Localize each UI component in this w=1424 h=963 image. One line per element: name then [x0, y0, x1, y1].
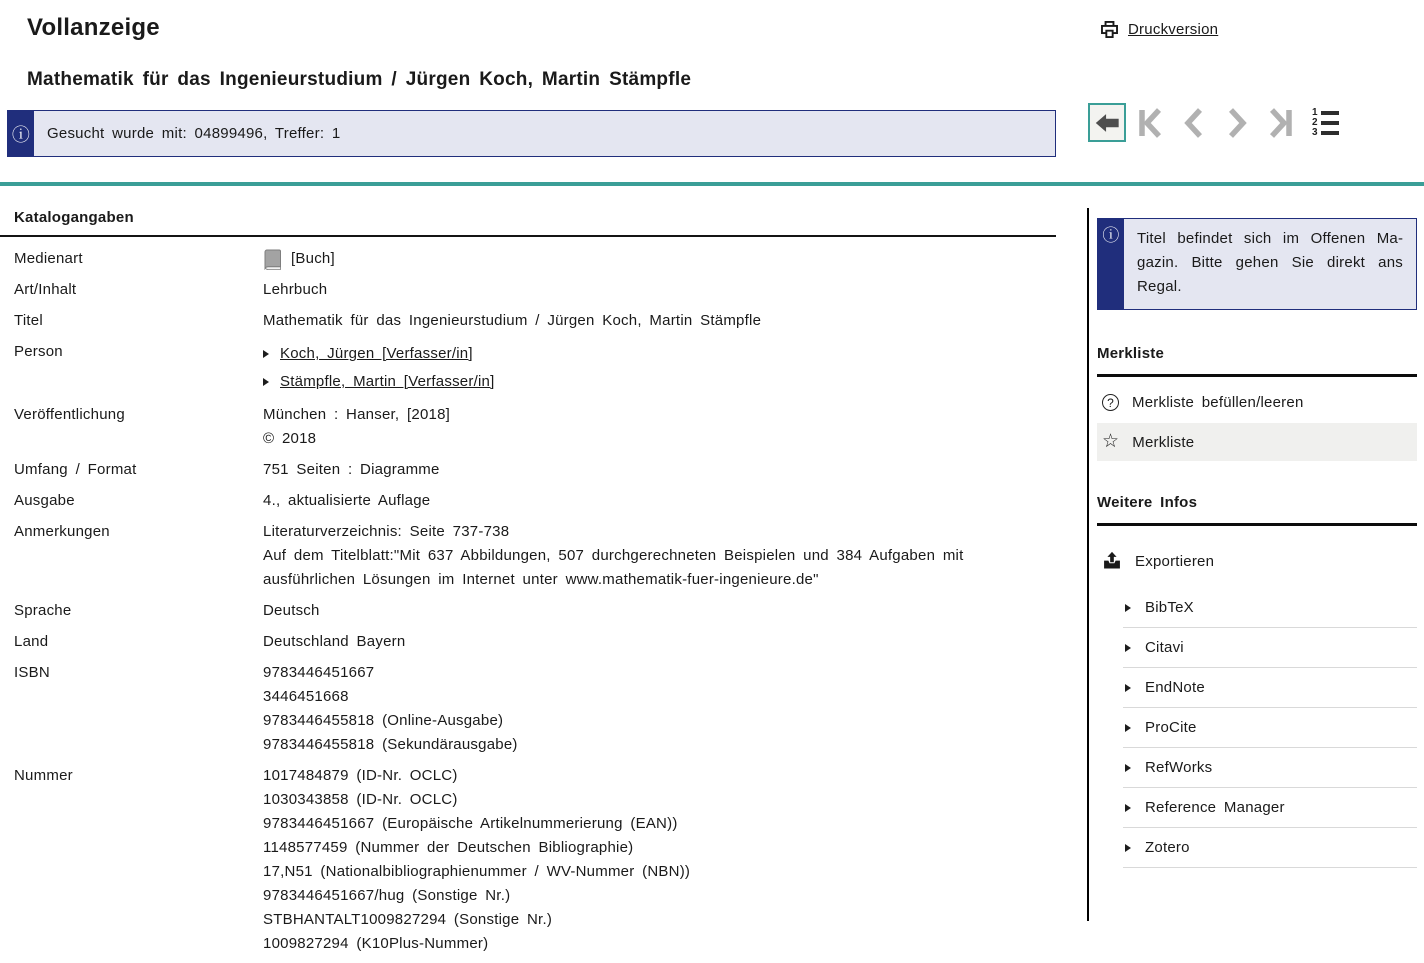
export-item-label: RefWorks: [1145, 759, 1213, 776]
catalog-row: [0, 661, 1056, 757]
merkliste-heading: Merkliste: [1097, 345, 1417, 377]
record-title: Mathematik für das Ingenieurstudium / Jürgen Koch, Martin Stämpfle: [27, 69, 692, 90]
field-value: [263, 403, 1056, 451]
first-page-icon: [1138, 108, 1164, 138]
field-value: [263, 764, 1056, 956]
field-value-line: Deutschland Bayern: [263, 633, 406, 650]
field-value-line: 1148577459 (Nummer der Deutschen Bibliographie): [263, 839, 634, 856]
field-label: Art/Inhalt: [14, 281, 77, 298]
export-item-zotero[interactable]: [1123, 828, 1417, 868]
bullet-triangle-icon: [1125, 764, 1131, 772]
result-list-icon: 1 2 3: [1311, 109, 1339, 136]
field-label: Sprache: [14, 602, 72, 619]
bullet-triangle-icon: [1125, 604, 1131, 612]
merkliste-label: Merkliste: [1132, 433, 1195, 451]
field-value-line: © 2018: [263, 430, 317, 447]
field-value-line: 9783446455818 (Sekundärausgabe): [263, 736, 518, 753]
search-info-bar: [7, 110, 1056, 157]
result-list-button[interactable]: [1305, 103, 1341, 142]
export-item-reference-manager[interactable]: [1123, 788, 1417, 828]
field-label: Anmerkungen: [14, 523, 110, 540]
bullet-triangle-icon: [1125, 644, 1131, 652]
field-value: [263, 489, 1056, 513]
field-value-line: 9783446455818 (Online-Ausgabe): [263, 712, 504, 729]
export-item-label: EndNote: [1145, 679, 1205, 696]
last-record-button[interactable]: [1262, 103, 1298, 142]
catalog-row: [0, 340, 1056, 396]
field-label: ISBN: [14, 664, 50, 681]
bullet-triangle-icon: [1125, 844, 1131, 852]
person-entry: [263, 340, 1056, 368]
field-value-line: 4., aktualisierte Auflage: [263, 492, 431, 509]
export-item-refworks[interactable]: [1123, 748, 1417, 788]
person-link[interactable]: Stämpfle, Martin [Verfasser/in]: [280, 373, 495, 390]
first-record-button[interactable]: [1133, 103, 1169, 142]
location-notice-text: Titel befindet sich im Offenen Magazin. Bitte gehen Sie direkt ans Regal.: [1137, 230, 1403, 295]
field-value-line: Mathematik für das Ingenieurstudium / Jürgen Koch, Martin Stämpfle: [263, 312, 762, 329]
previous-record-button[interactable]: [1176, 103, 1212, 142]
field-value-line: 751 Seiten : Diagramme: [263, 461, 440, 478]
merkliste-fill-button[interactable]: [1097, 386, 1417, 419]
person-link[interactable]: Koch, Jürgen [Verfasser/in]: [280, 345, 473, 362]
catalog-table: [0, 247, 1056, 956]
export-item-label: Reference Manager: [1145, 799, 1285, 816]
export-item-label: ProCite: [1145, 719, 1197, 736]
bullet-triangle-icon: [1125, 804, 1131, 812]
catalog-row: [0, 458, 1056, 482]
person-entry: [263, 368, 1056, 396]
field-value-line: 1030343858 (ID-Nr. OCLC): [263, 791, 458, 808]
field-label: Medienart: [14, 250, 83, 267]
book-icon: [263, 249, 282, 270]
weitere-infos-heading: Weitere Infos: [1097, 494, 1417, 526]
field-value: [263, 599, 1056, 623]
export-item-endnote[interactable]: [1123, 668, 1417, 708]
section-divider: [0, 182, 1424, 186]
field-value-line: 17,N51 (Nationalbibliographienummer / WV-Nummer (NBN)): [263, 863, 691, 880]
page-title: Vollanzeige: [27, 14, 160, 41]
export-icon: [1102, 551, 1122, 571]
merkliste-fill-label: Merkliste befüllen/leeren: [1132, 394, 1304, 411]
field-label: Veröffentlichung: [14, 406, 125, 423]
field-value-line: München : Hanser, [2018]: [263, 406, 451, 423]
catalog-row: [0, 489, 1056, 513]
chevron-left-icon: [1182, 108, 1206, 138]
catalog-row: [0, 247, 1056, 271]
field-value-line: Deutsch: [263, 602, 320, 619]
field-value-line: 3446451668: [263, 688, 349, 705]
location-notice: [1097, 218, 1417, 310]
merkliste-button[interactable]: [1097, 423, 1417, 461]
catalog-row: [0, 403, 1056, 451]
field-value-line: 9783446451667 (Europäische Artikelnummerierung (EAN)): [263, 815, 678, 832]
field-value: [263, 630, 1056, 654]
field-label: Titel: [14, 312, 43, 329]
print-version-link[interactable]: [1100, 20, 1218, 39]
bullet-triangle-icon: [1125, 724, 1131, 732]
last-page-icon: [1267, 108, 1293, 138]
export-label: Exportieren: [1135, 552, 1215, 570]
catalog-row: [0, 309, 1056, 333]
field-label: Ausgabe: [14, 492, 75, 509]
export-item-label: BibTeX: [1145, 599, 1194, 616]
field-value-line: 1017484879 (ID-Nr. OCLC): [263, 767, 458, 784]
bullet-triangle-icon: [263, 378, 269, 386]
field-value: [263, 278, 1056, 302]
printer-icon: [1100, 20, 1119, 39]
export-button[interactable]: [1097, 543, 1417, 579]
field-value: [263, 520, 1056, 592]
field-value-line: Auf dem Titelblatt:"Mit 637 Abbildungen, 507 durchgerechneten Beispielen und 384 Aufgaben mit ausführlichen Lösungen im Internet unter www.mathematik-fuer-ingenieure.de": [263, 547, 964, 588]
catalog-section: [0, 207, 1056, 963]
field-label: Land: [14, 633, 49, 650]
field-value: [263, 661, 1056, 757]
catalog-heading: Katalogangaben: [0, 207, 1056, 237]
field-value-line: Lehrbuch: [263, 281, 328, 298]
field-value: [263, 458, 1056, 482]
catalog-row: [0, 630, 1056, 654]
catalog-row: [0, 520, 1056, 592]
info-icon: ⓘ: [8, 111, 34, 156]
record-navigation: [1088, 103, 1341, 142]
catalog-row: [0, 764, 1056, 956]
field-value-line: STBHANTALT1009827294 (Sonstige Nr.): [263, 911, 553, 928]
field-label: Nummer: [14, 767, 73, 784]
field-value: [263, 247, 1056, 271]
catalog-row: [0, 599, 1056, 623]
field-value-line: Literaturverzeichnis: Seite 737-738: [263, 523, 510, 540]
bullet-triangle-icon: [1125, 684, 1131, 692]
info-icon: ⓘ: [1098, 219, 1124, 309]
sidebar: [1087, 208, 1417, 921]
field-value: [263, 340, 1056, 396]
export-item-label: Zotero: [1145, 839, 1190, 856]
export-item-label: Citavi: [1145, 639, 1184, 656]
chevron-right-icon: [1225, 108, 1249, 138]
field-value: [263, 309, 1056, 333]
bullet-triangle-icon: [263, 350, 269, 358]
export-item-bibtex[interactable]: [1123, 588, 1417, 628]
print-version-label: Druckversion: [1128, 21, 1219, 38]
export-list: [1123, 588, 1417, 868]
export-item-citavi[interactable]: [1123, 628, 1417, 668]
field-value-line: 9783446451667: [263, 664, 375, 681]
arrow-left-icon: [1093, 109, 1121, 137]
field-value-line: 1009827294 (K10Plus-Nummer): [263, 935, 489, 952]
catalog-row: [0, 278, 1056, 302]
field-label: Person: [14, 343, 63, 360]
next-record-button[interactable]: [1219, 103, 1255, 142]
search-info-text: Gesucht wurde mit: 04899496, Treffer: 1: [47, 125, 341, 142]
export-item-procite[interactable]: [1123, 708, 1417, 748]
back-button[interactable]: [1088, 103, 1126, 142]
field-value-line: [Buch]: [263, 247, 1056, 271]
field-value-line: 9783446451667/hug (Sonstige Nr.): [263, 887, 511, 904]
field-label: Umfang / Format: [14, 461, 137, 478]
help-icon: ?: [1102, 394, 1119, 411]
star-icon: ☆: [1102, 431, 1120, 452]
